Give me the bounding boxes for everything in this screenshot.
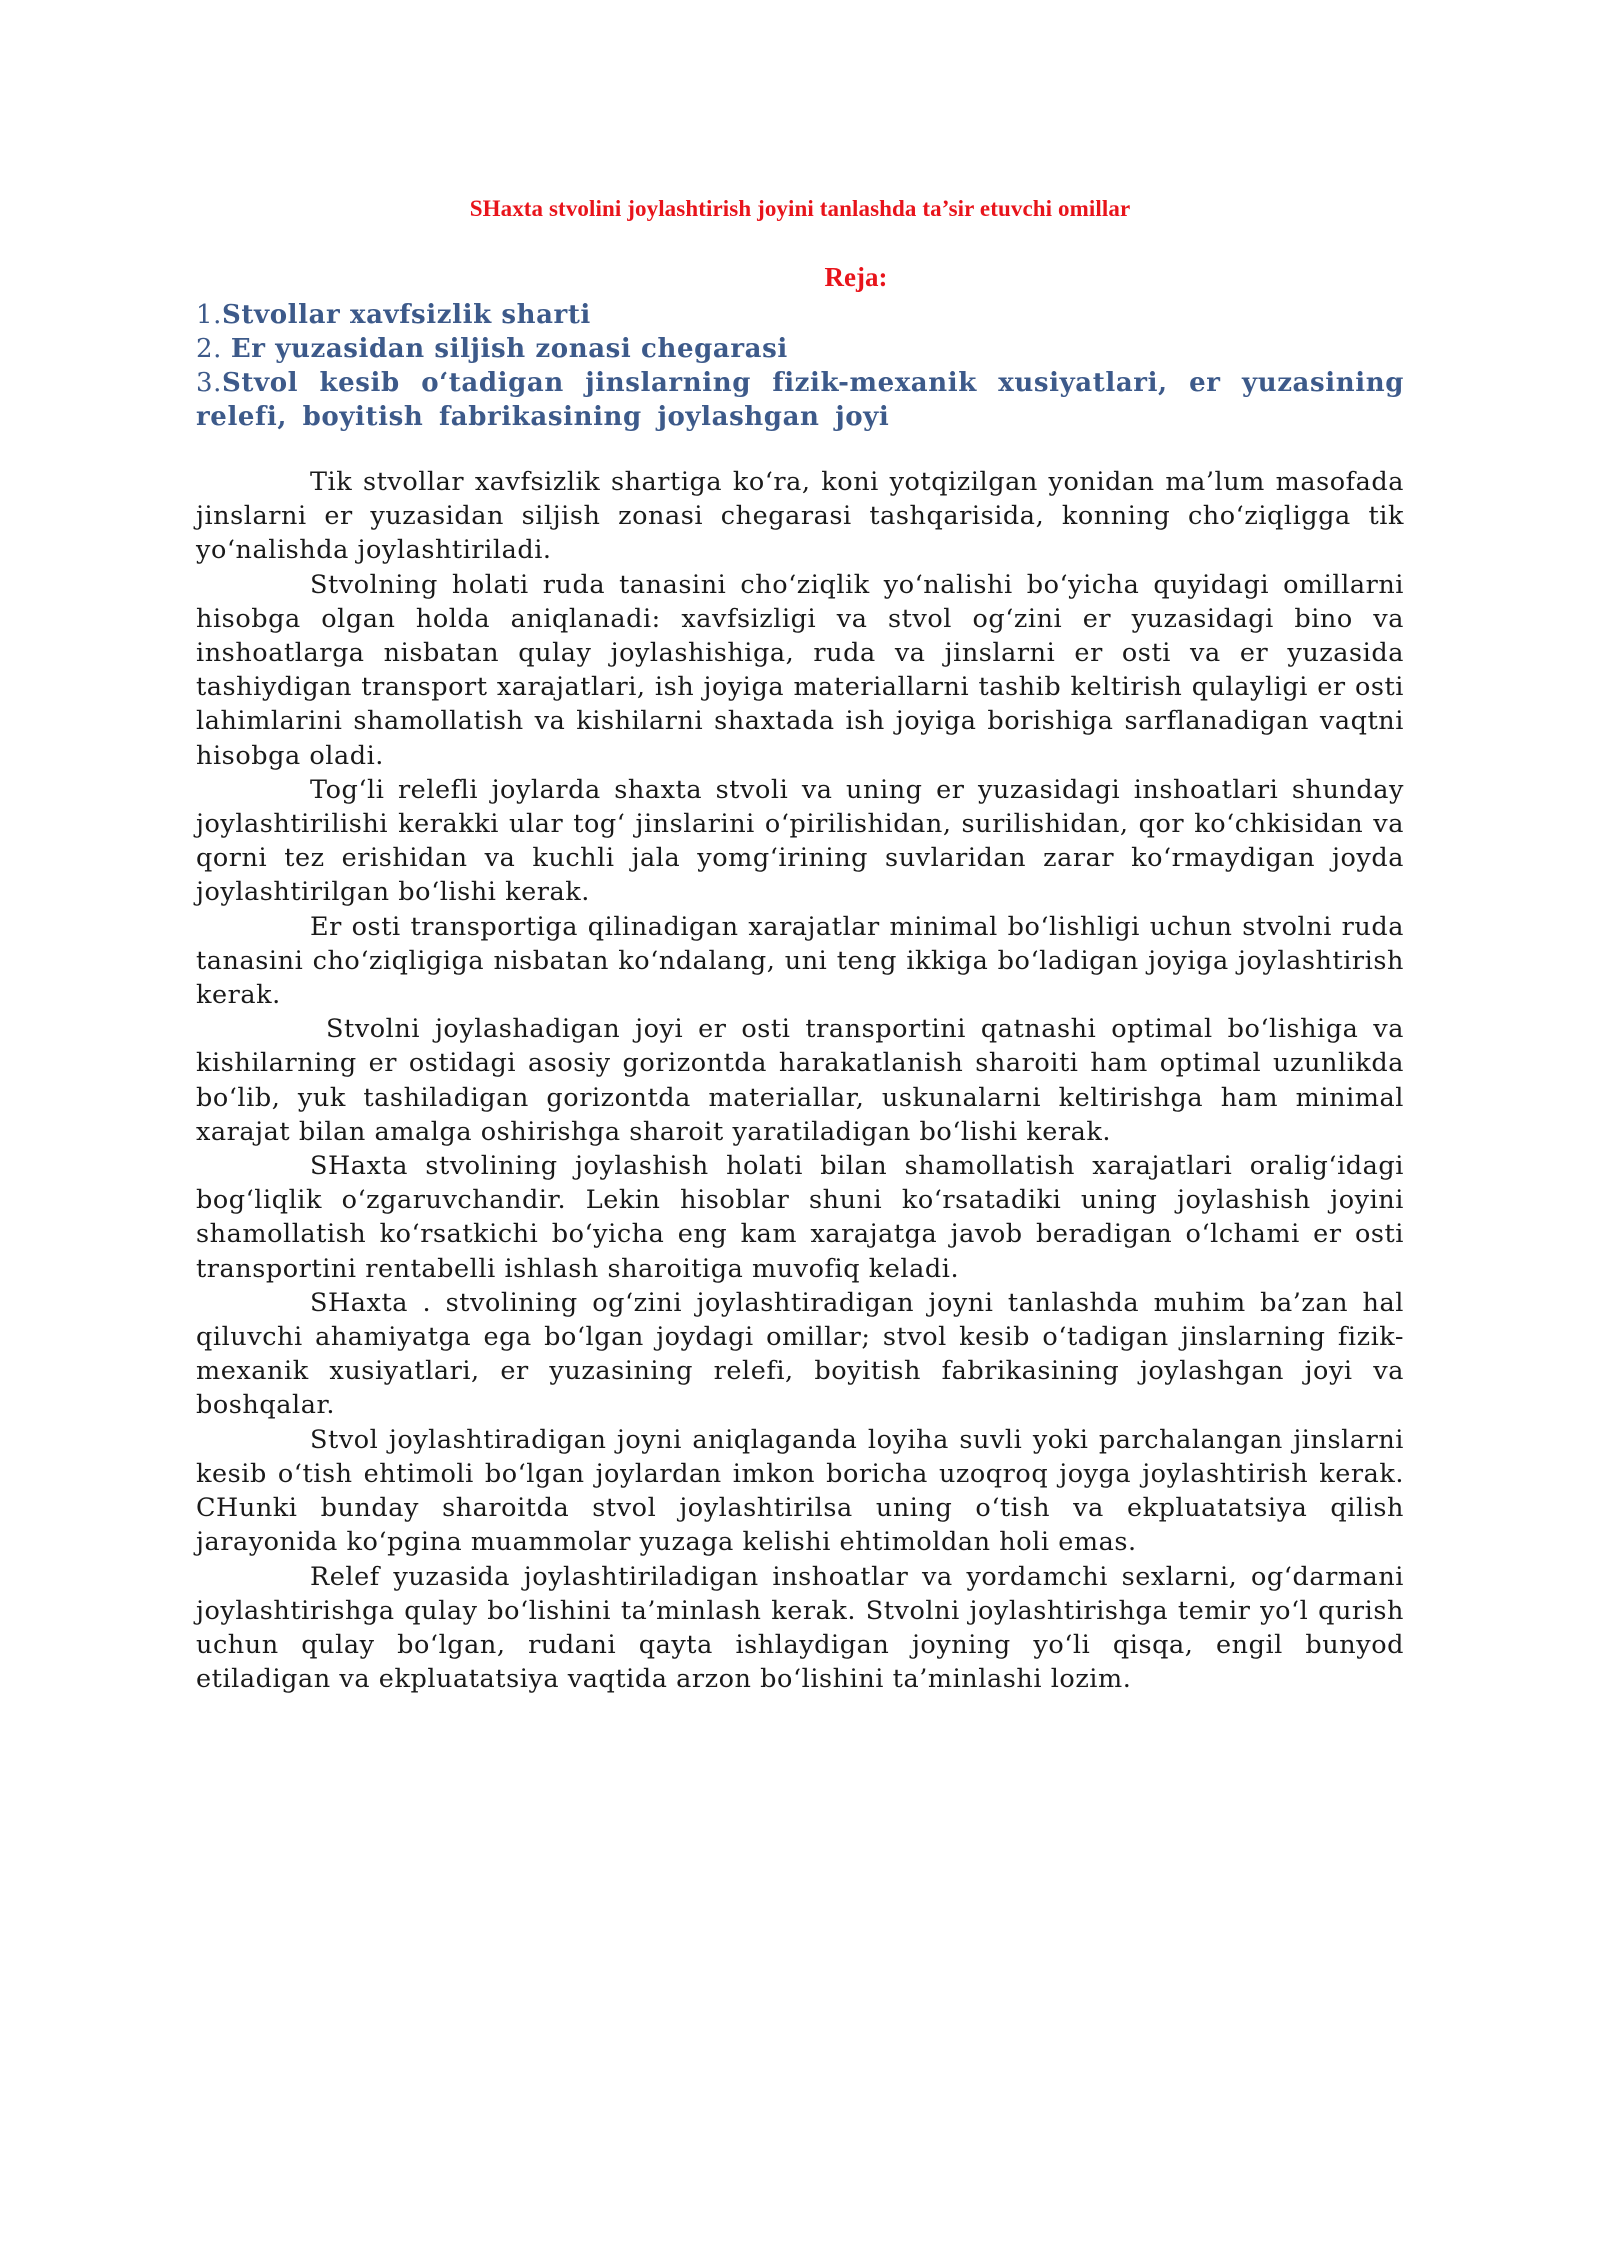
body-paragraph: Stvolning holati ruda tanasini cho‘ziqlik yo‘nalishi bo‘yicha quyidagi omillarni hisobga olgan holda aniqlanadi: xavfsizligi va stvol og‘zini er yuzasidagi bino va inshoatlarga nisbatan qulay joylashishiga, ruda va jinslarni er osti va er yuzasida tashiydigan transport xarajatlari, ish joyiga materiallarni tashib keltirish qulayligi er osti lahimlarini shamollatish va kishilarni shaxtada ish joyiga borishiga sarflanadigan vaqtni hisobga oladi. bbox=[196, 569, 1404, 771]
document-title: SHaxta stvolini joylashtirish joyini tanlashda ta’sir etuvchi omillar bbox=[469, 196, 1131, 221]
plan-item-number: 3. bbox=[196, 368, 223, 398]
plan-item bbox=[196, 298, 1404, 332]
plan-heading: Reja: bbox=[824, 262, 888, 292]
plan-item-text: Stvollar xavfsizlik sharti bbox=[222, 300, 591, 330]
body-paragraph: Stvolni joylashadigan joyi er osti transportini qatnashi optimal bo‘lishiga va kishilarning er ostidagi asosiy gorizontda harakatlanish sharoiti ham optimal uzunlikda bo‘lib, yuk tashiladigan gorizontda materiallar, uskunalarni keltirishga ham minimal xarajat bilan amalga oshirishga sharoit yaratiladigan bo‘lishi kerak. bbox=[196, 1014, 1404, 1147]
plan-item-text: Stvol kesib o‘tadigan jinslarning fizik-mexanik xusiyatlari, er yuzasining relefi, boyitish fabrikasining joylashgan joyi bbox=[196, 368, 1404, 432]
body-paragraph: Relef yuzasida joylashtiriladigan inshoatlar va yordamchi sexlarni, og‘darmani joylashtirishga qulay bo‘lishini ta’minlash kerak. Stvolni joylashtirishga temir yo‘l qurish uchun qulay bo‘lgan, rudani qayta ishlaydigan joyning yo‘li qisqa, engil bunyod etiladigan va ekpluatatsiya vaqtida arzon bo‘lishini ta’minlashi lozim. bbox=[196, 1561, 1404, 1695]
body-paragraph: SHaxta stvolining joylashish holati bilan shamollatish xarajatlari oralig‘idagi bog‘liqlik o‘zgaruvchandir. Lekin hisoblar shuni ko‘rsatadiki uning joylashish joyini shamollatish ko‘rsatkichi bo‘yicha eng kam xarajatga javob beradigan o‘lchami er osti transportini rentabelli ishlash sharoitiga muvofiq keladi. bbox=[196, 1151, 1404, 1284]
body-paragraph: SHaxta . stvolining og‘zini joylashtiradigan joyni tanlashda muhim ba’zan hal qiluvchi ahamiyatga ega bo‘lgan joydagi omillar; stvol kesib o‘tadigan jinslarning fizik-mexanik xusiyatlari, er yuzasining relefi, boyitish fabrikasining joylashgan joyi va boshqalar. bbox=[196, 1287, 1404, 1421]
plan-item bbox=[196, 332, 1404, 366]
plan-item-text: Er yuzasidan siljish zonasi chegarasi bbox=[230, 334, 788, 364]
body-paragraph: Tog‘li relefli joylarda shaxta stvoli va uning er yuzasidagi inshoatlari shunday joylashtirilishi kerakki ular tog‘ jinslarini o‘pirilishidan, surilishidan, qor ko‘chkisidan va qorni tez erishidan va kuchli jala yomg‘irining suvlaridan zarar ko‘rmaydigan joyda joylashtirilgan bo‘lishi kerak. bbox=[196, 774, 1404, 908]
body-paragraph: Stvol joylashtiradigan joyni aniqlaganda loyiha suvli yoki parchalangan jinslarni kesib o‘tish ehtimoli bo‘lgan joylardan imkon boricha uzoqroq joyga joylashtirish kerak. CHunki bunday sharoitda stvol joylashtirilsa uning o‘tish va ekpluatatsiya qilish jarayonida ko‘pgina muammolar yuzaga kelishi ehtimoldan holi emas. bbox=[196, 1424, 1404, 1558]
body-paragraph: Tik stvollar xavfsizlik shartiga ko‘ra, koni yotqizilgan yonidan ma’lum masofada jinslarni er yuzasidan siljish zonasi chegarasi tashqarisida, konning cho‘ziqligga tik yo‘nalishda joylashtiriladi. bbox=[196, 467, 1404, 566]
document-body bbox=[196, 465, 1404, 1696]
plan-list bbox=[196, 298, 1404, 434]
body-paragraph: Er osti transportiga qilinadigan xarajatlar minimal bo‘lishligi uchun stvolni ruda tanasini cho‘ziqligiga nisbatan ko‘ndalang, uni teng ikkiga bo‘ladigan joyiga joylashtirish kerak. bbox=[196, 911, 1404, 1011]
plan-item bbox=[196, 366, 1404, 434]
plan-item-number: 2. bbox=[196, 334, 231, 364]
plan-item-number: 1. bbox=[196, 300, 223, 330]
